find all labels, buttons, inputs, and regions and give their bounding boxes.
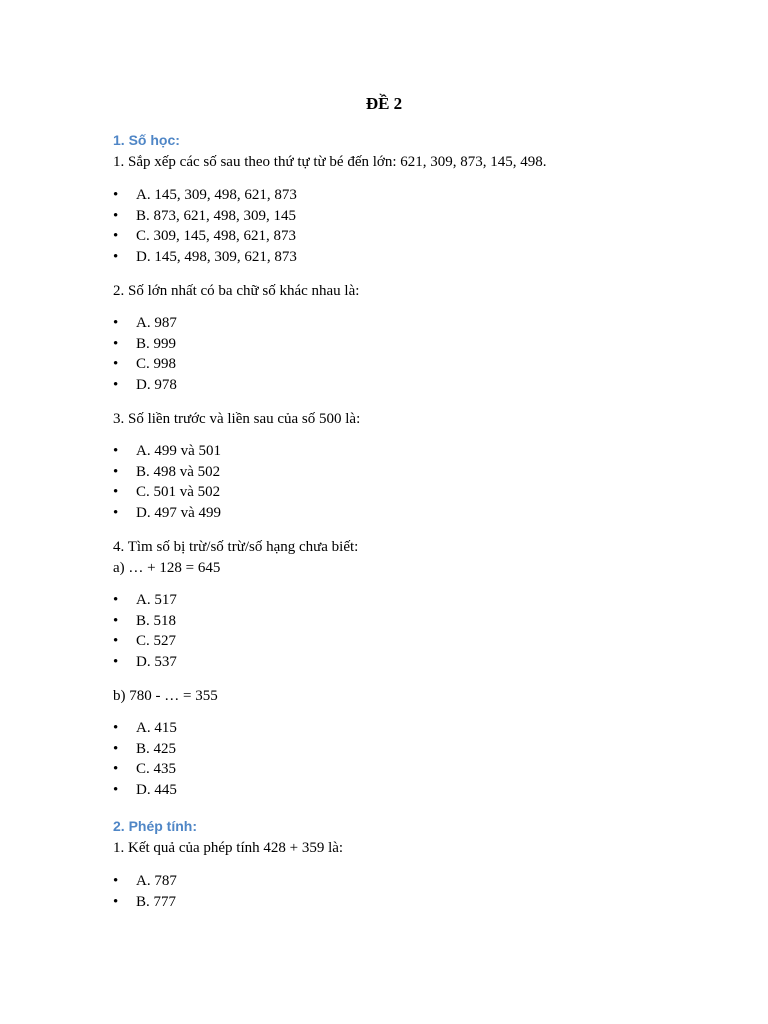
bullet-icon: •: [113, 782, 119, 799]
bullet-icon: •: [113, 335, 119, 352]
bullet-icon: •: [113, 720, 119, 736]
bullet-icon: •: [113, 249, 119, 266]
bullet-icon: •: [113, 893, 119, 910]
answer-options-list: [113, 718, 177, 801]
answer-option: • B. 425: [113, 739, 177, 760]
answer-option: • A. 787: [113, 871, 177, 892]
bullet-icon: •: [113, 187, 119, 203]
bullet-icon: •: [113, 592, 119, 608]
answer-option: • B. 999: [113, 334, 177, 355]
answer-option: • C. 309, 145, 498, 621, 873: [113, 226, 297, 247]
answer-option: • B. 518: [113, 611, 177, 632]
bullet-icon: •: [113, 612, 119, 629]
bullet-icon: •: [113, 463, 119, 480]
answer-option: • B. 873, 621, 498, 309, 145: [113, 206, 297, 227]
answer-option: • D. 978: [113, 375, 177, 396]
bullet-icon: •: [113, 505, 119, 522]
bullet-icon: •: [113, 443, 119, 459]
bullet-icon: •: [113, 377, 119, 394]
answer-option: • C. 501 và 502: [113, 482, 221, 503]
answer-option: • A. 145, 309, 498, 621, 873: [113, 185, 297, 206]
answer-option: • C. 998: [113, 354, 177, 375]
question-text: 1. Sắp xếp các số sau theo thứ tự từ bé đến lớn: 621, 309, 873, 145, 498.: [113, 154, 547, 170]
answer-option: • C. 435: [113, 759, 177, 780]
answer-option: • A. 415: [113, 718, 177, 739]
answer-options-list: [113, 313, 177, 396]
bullet-icon: •: [113, 484, 119, 501]
answer-option: • D. 145, 498, 309, 621, 873: [113, 247, 297, 268]
bullet-icon: •: [113, 633, 119, 650]
question-part-b: b) 780 - … = 355: [113, 688, 218, 704]
section-heading-phep-tinh: 2. Phép tính:: [113, 818, 197, 834]
answer-option: • B. 777: [113, 892, 177, 913]
question-text: 3. Số liền trước và liền sau của số 500 là:: [113, 411, 361, 427]
bullet-icon: •: [113, 228, 119, 245]
bullet-icon: •: [113, 740, 119, 757]
question-text: 4. Tìm số bị trừ/số trừ/số hạng chưa biết:: [113, 539, 359, 555]
page-title: ĐỀ 2: [365, 94, 403, 113]
bullet-icon: •: [113, 315, 119, 331]
answer-option: • D. 537: [113, 652, 177, 673]
bullet-icon: •: [113, 356, 119, 373]
bullet-icon: •: [113, 761, 119, 778]
answer-option: • A. 517: [113, 590, 177, 611]
section-heading-so-hoc: 1. Số học:: [113, 132, 180, 148]
answer-option: • A. 987: [113, 313, 177, 334]
bullet-icon: •: [113, 207, 119, 224]
answer-option: • D. 445: [113, 780, 177, 801]
question-text: 2. Số lớn nhất có ba chữ số khác nhau là:: [113, 283, 360, 299]
answer-options-list: [113, 590, 177, 673]
question-part-a: a) … + 128 = 645: [113, 560, 221, 576]
answer-options-list: [113, 441, 221, 524]
question-text: 1. Kết quả của phép tính 428 + 359 là:: [113, 840, 344, 856]
bullet-icon: •: [113, 873, 119, 889]
answer-option: • B. 498 và 502: [113, 462, 221, 483]
answer-options-list: [113, 185, 297, 268]
answer-options-list: [113, 871, 177, 912]
answer-option: • C. 527: [113, 631, 177, 652]
answer-option: • D. 497 và 499: [113, 503, 221, 524]
answer-option: • A. 499 và 501: [113, 441, 221, 462]
bullet-icon: •: [113, 654, 119, 671]
